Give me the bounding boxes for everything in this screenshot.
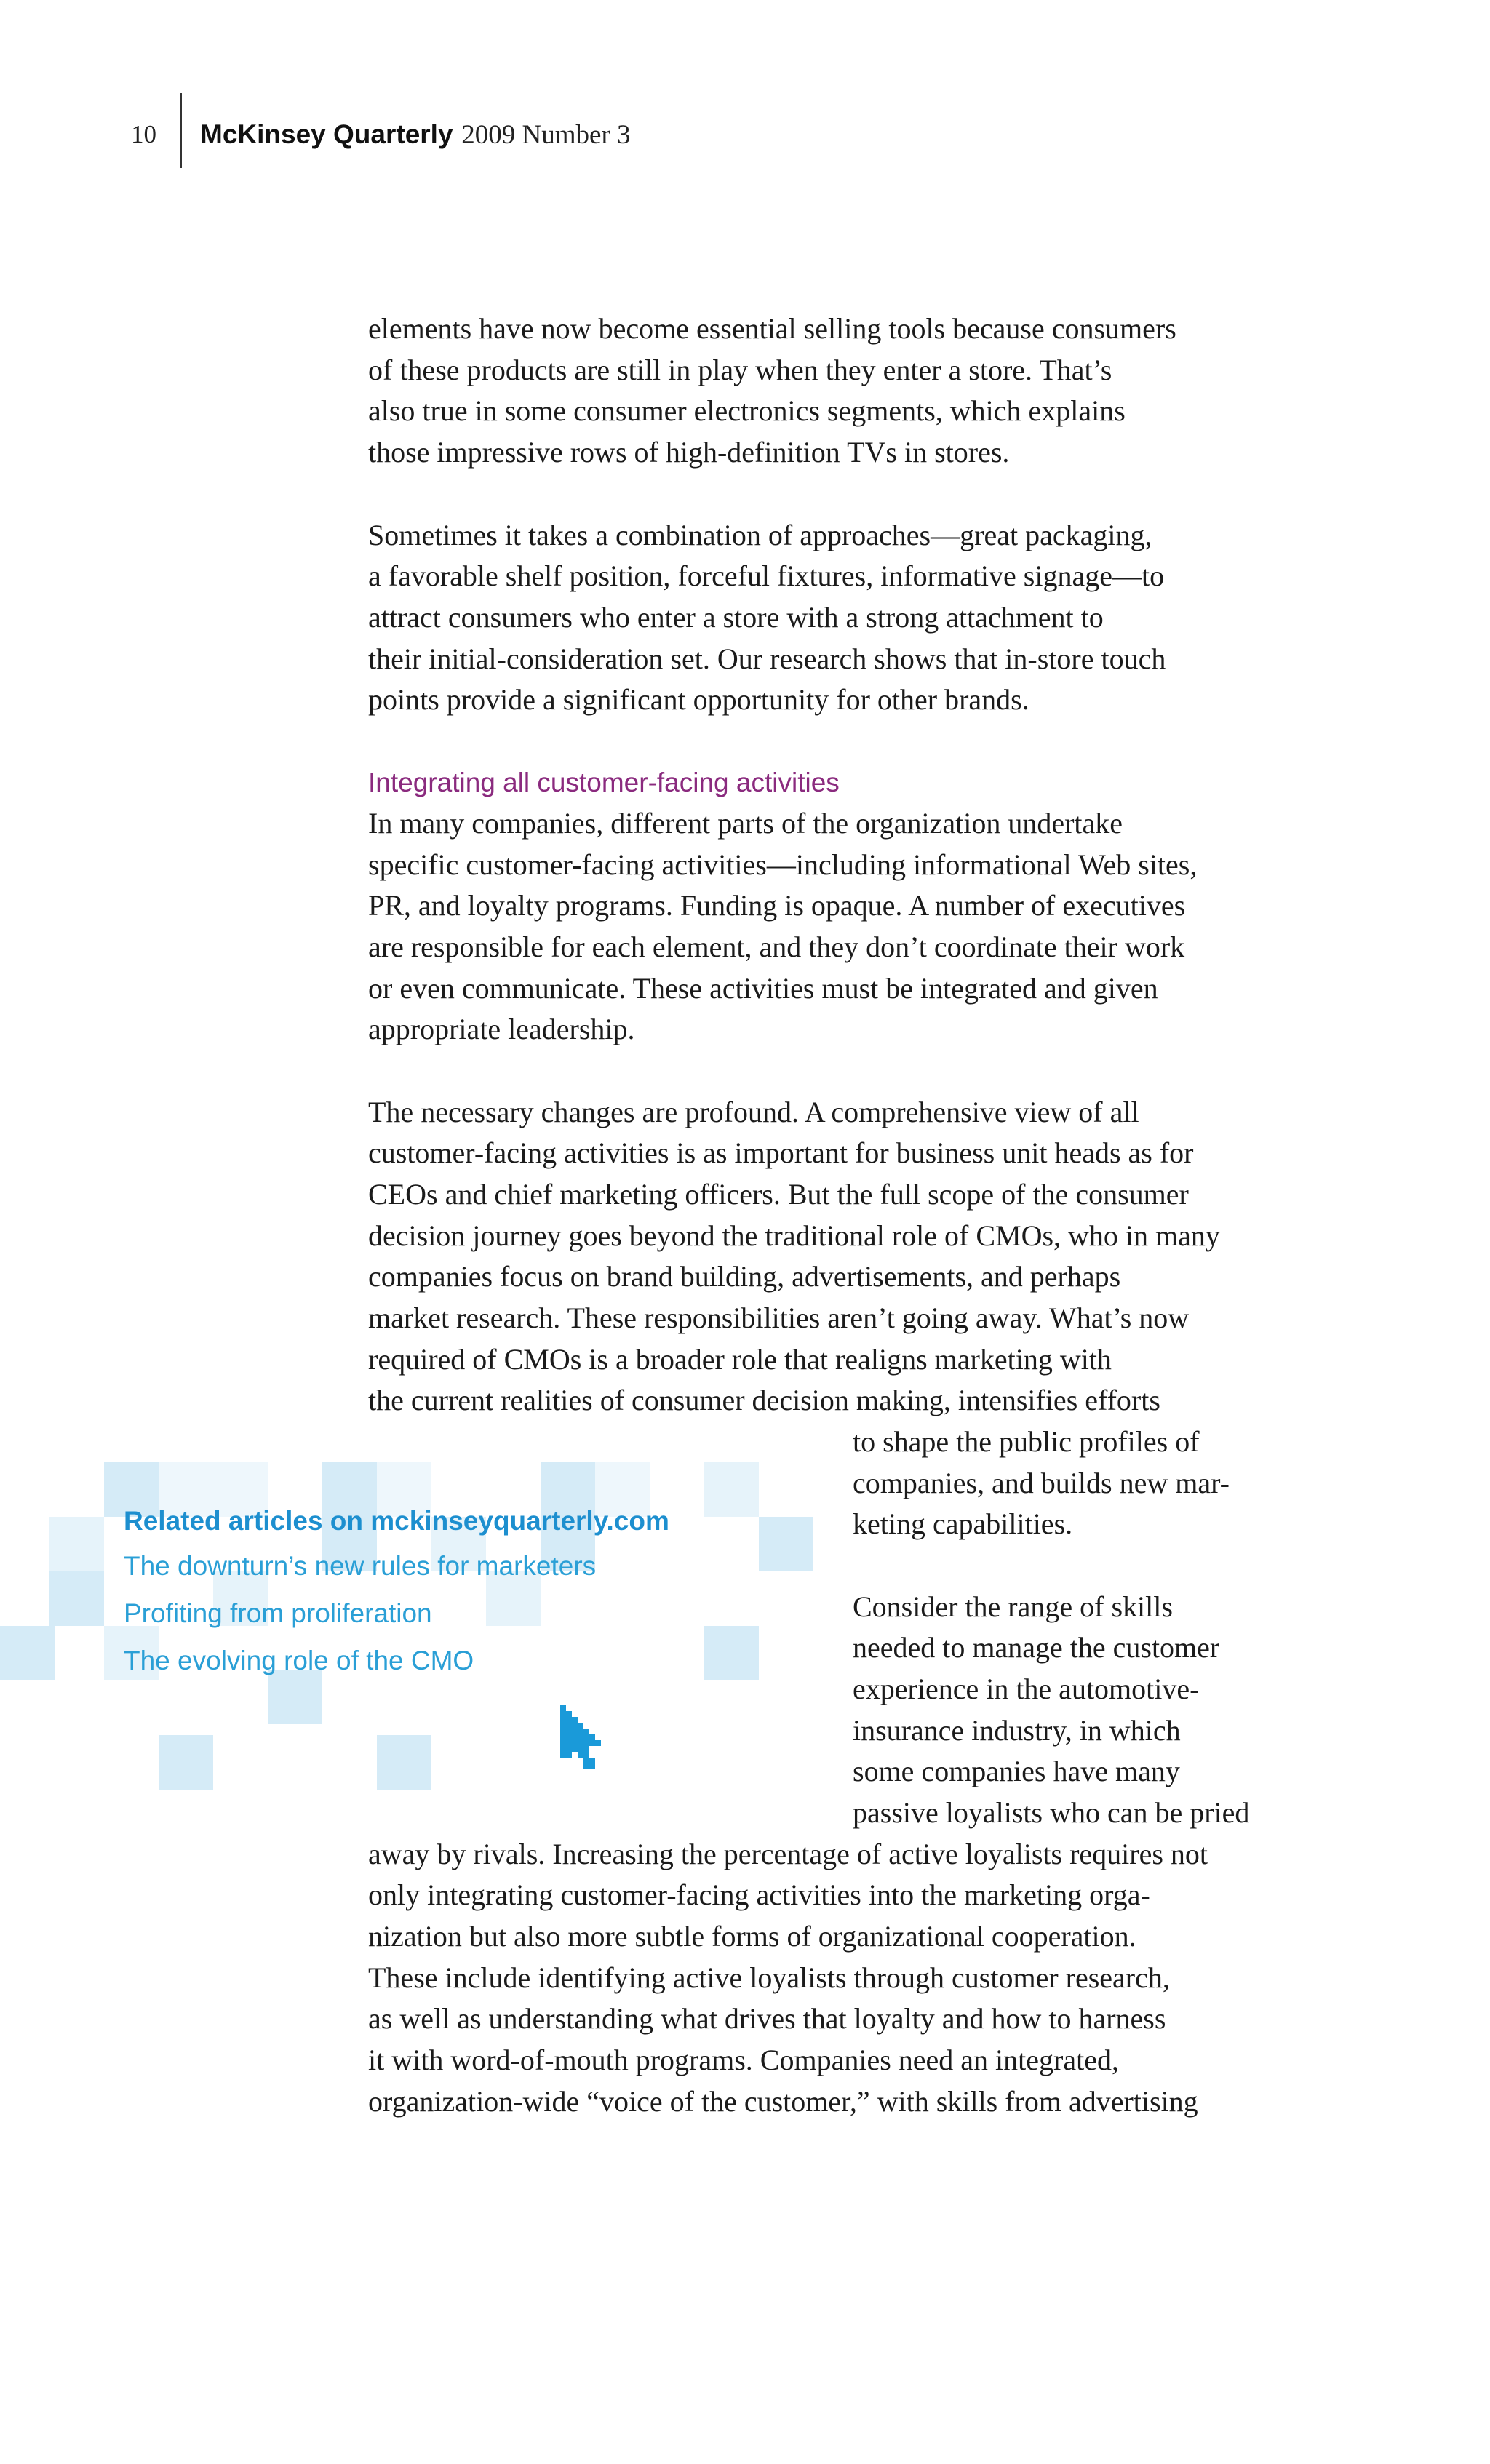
pixel-square [49, 1571, 104, 1626]
body-line: The necessary changes are profound. A comprehensive view of all [368, 1096, 1139, 1128]
body-line: Consider the range of skills [853, 1590, 1173, 1623]
body-line: the current realities of consumer decision making, intensifies efforts [368, 1384, 1160, 1416]
body-line: elements have now become essential selling tools because consumers [368, 312, 1176, 345]
related-article-link[interactable]: The downturn’s new rules for marketers [124, 1551, 597, 1581]
body-line: specific customer-facing activities—including informational Web sites, [368, 848, 1198, 881]
related-article-link[interactable]: The evolving role of the CMO [124, 1646, 474, 1675]
body-line: those impressive rows of high-definition TVs in stores. [368, 436, 1010, 469]
body-line: attract consumers who enter a store with a strong attachment to [368, 601, 1104, 634]
body-line: also true in some consumer electronics segments, which explains [368, 394, 1126, 427]
body-line: needed to manage the customer [853, 1631, 1220, 1664]
header-divider [180, 93, 182, 168]
body-line: PR, and loyalty programs. Funding is opaque. A number of executives [368, 889, 1186, 922]
body-line: CEOs and chief marketing officers. But the full scope of the consumer [368, 1178, 1189, 1211]
body-line: to shape the public profiles of [853, 1425, 1200, 1458]
body-line: nization but also more subtle forms of organizational cooperation. [368, 1920, 1136, 1953]
body-line: some companies have many [853, 1755, 1180, 1787]
publication-issue: 2009 Number 3 [461, 120, 631, 150]
body-line: appropriate leadership. [368, 1013, 635, 1045]
body-line: experience in the automotive- [853, 1672, 1200, 1705]
body-line: companies focus on brand building, advertisements, and perhaps [368, 1260, 1121, 1293]
body-line: insurance industry, in which [853, 1714, 1181, 1747]
body-line: it with word-of-mouth programs. Companies need an integrated, [368, 2044, 1119, 2076]
body-line: These include identifying active loyalists through customer research, [368, 1961, 1170, 1994]
pixel-square [377, 1735, 431, 1790]
pixel-arrow-cursor-icon [560, 1705, 607, 1775]
body-line: decision journey goes beyond the traditional role of CMOs, who in many [368, 1219, 1220, 1252]
related-articles-title: Related articles on mckinseyquarterly.com [124, 1506, 669, 1536]
body-line: customer-facing activities is as important for business unit heads as for [368, 1136, 1194, 1169]
pixel-square [49, 1517, 104, 1571]
body-line: or even communicate. These activities must be integrated and given [368, 972, 1158, 1005]
body-line: are responsible for each element, and they don’t coordinate their work [368, 930, 1185, 963]
pixel-square [0, 1626, 55, 1680]
body-line: passive loyalists who can be pried [853, 1796, 1250, 1829]
body-line: away by rivals. Increasing the percentage of active loyalists requires not [368, 1838, 1208, 1870]
page-header [0, 0, 1490, 175]
publication-title [200, 119, 631, 151]
body-line: only integrating customer-facing activities into the marketing orga- [368, 1878, 1150, 1911]
body-line: of these products are still in play when they enter a store. That’s [368, 354, 1112, 386]
body-line: Sometimes it takes a combination of approaches—great packaging, [368, 519, 1152, 551]
body-line: keting capabilities. [853, 1507, 1073, 1540]
publication-brand: McKinsey Quarterly [200, 119, 453, 149]
body-line: as well as understanding what drives that loyalty and how to harness [368, 2002, 1166, 2035]
body-line: required of CMOs is a broader role that realigns marketing with [368, 1343, 1112, 1376]
body-line: organization-wide “voice of the customer,” with skills from advertising [368, 2085, 1198, 2118]
body-line: points provide a significant opportunity for other brands. [368, 683, 1029, 716]
related-articles [124, 1506, 815, 1691]
pixel-square [159, 1735, 213, 1790]
body-line: In many companies, different parts of the organization undertake [368, 807, 1123, 840]
body-line: market research. These responsibilities aren’t going away. What’s now [368, 1301, 1190, 1334]
section-subhead: Integrating all customer-facing activities [368, 767, 840, 797]
body-line: a favorable shelf position, forceful fixtures, informative signage—to [368, 559, 1165, 592]
related-article-link[interactable]: Profiting from proliferation [124, 1598, 432, 1628]
page-number: 10 [131, 120, 156, 148]
body-line: their initial-consideration set. Our research shows that in-store touch [368, 642, 1166, 675]
body-line: companies, and builds new mar- [853, 1467, 1230, 1499]
